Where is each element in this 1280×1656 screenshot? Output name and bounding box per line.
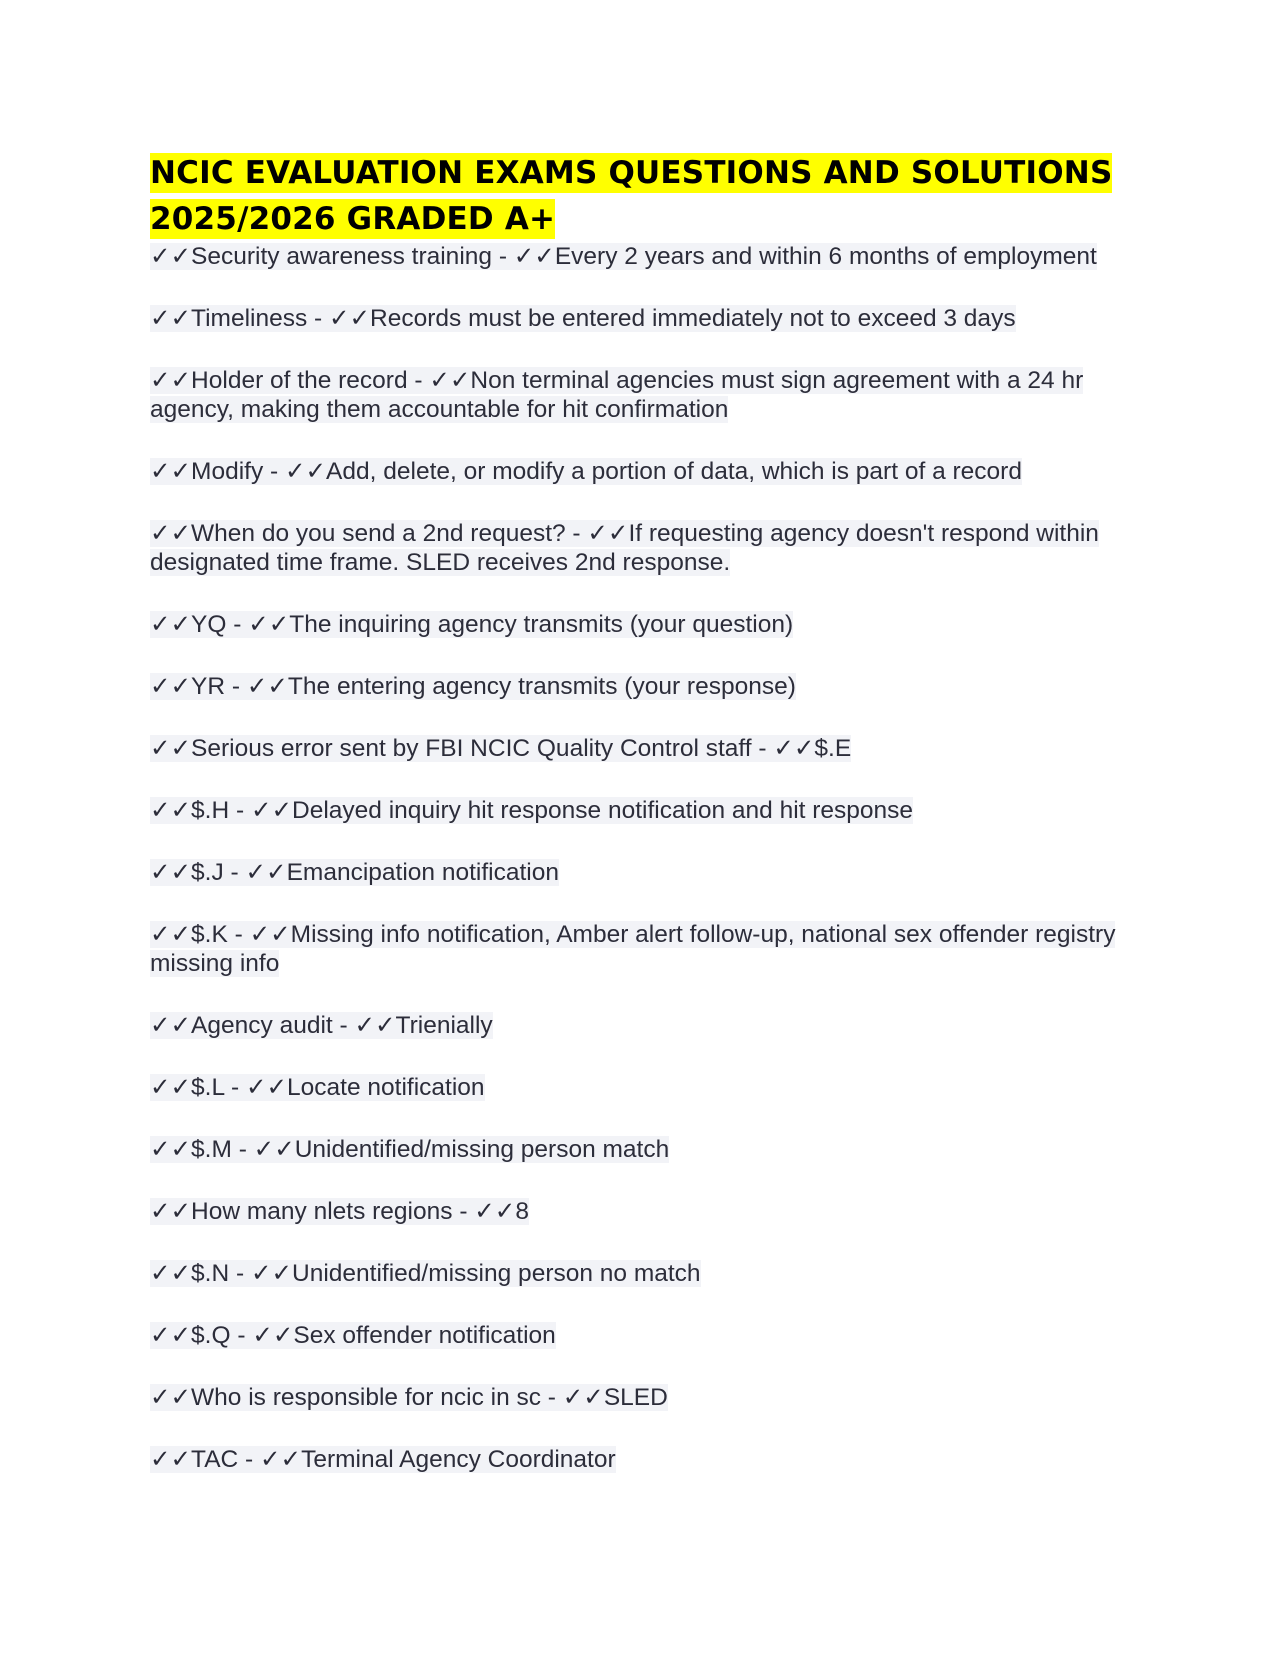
title-highlight: NCIC EVALUATION EXAMS QUESTIONS AND SOLUTIONS 2025/2026 GRADED A+ [150, 155, 1113, 237]
qa-item: ✓✓$.K - ✓✓Missing info notification, Amber alert follow-up, national sex offender registry missing info [150, 921, 1116, 977]
qa-item: ✓✓$.N - ✓✓Unidentified/missing person no match [150, 1260, 701, 1287]
qa-item: ✓✓$.H - ✓✓Delayed inquiry hit response notification and hit response [150, 797, 914, 824]
qa-list [150, 242, 1130, 1474]
qa-item: ✓✓Who is responsible for ncic in sc - ✓✓SLED [150, 1384, 668, 1411]
qa-item: ✓✓$.J - ✓✓Emancipation notification [150, 859, 559, 886]
qa-item: ✓✓Modify - ✓✓Add, delete, or modify a portion of data, which is part of a record [150, 458, 1022, 485]
qa-item: ✓✓TAC - ✓✓Terminal Agency Coordinator [150, 1446, 616, 1473]
qa-item: ✓✓How many nlets regions - ✓✓8 [150, 1198, 529, 1225]
qa-item: ✓✓Holder of the record - ✓✓Non terminal agencies must sign agreement with a 24 hr agency, making them accountable for hit confirmation [150, 367, 1084, 423]
qa-item: ✓✓Serious error sent by FBI NCIC Quality Control staff - ✓✓$.E [150, 735, 852, 762]
qa-item: ✓✓$.Q - ✓✓Sex offender notification [150, 1322, 556, 1349]
qa-item: ✓✓Security awareness training - ✓✓Every 2 years and within 6 months of employment [150, 243, 1097, 270]
qa-item: ✓✓Timeliness - ✓✓Records must be entered immediately not to exceed 3 days [150, 305, 1016, 332]
qa-item: ✓✓YQ - ✓✓The inquiring agency transmits (your question) [150, 611, 794, 638]
document-title [150, 150, 1130, 242]
qa-item: ✓✓Agency audit - ✓✓Trienially [150, 1012, 493, 1039]
qa-item: ✓✓$.M - ✓✓Unidentified/missing person match [150, 1136, 670, 1163]
qa-item: ✓✓$.L - ✓✓Locate notification [150, 1074, 485, 1101]
qa-item: ✓✓When do you send a 2nd request? - ✓✓If requesting agency doesn't respond within designated time frame. SLED receives 2nd response. [150, 520, 1099, 576]
qa-item: ✓✓YR - ✓✓The entering agency transmits (your response) [150, 673, 796, 700]
document-page [150, 150, 1130, 1507]
